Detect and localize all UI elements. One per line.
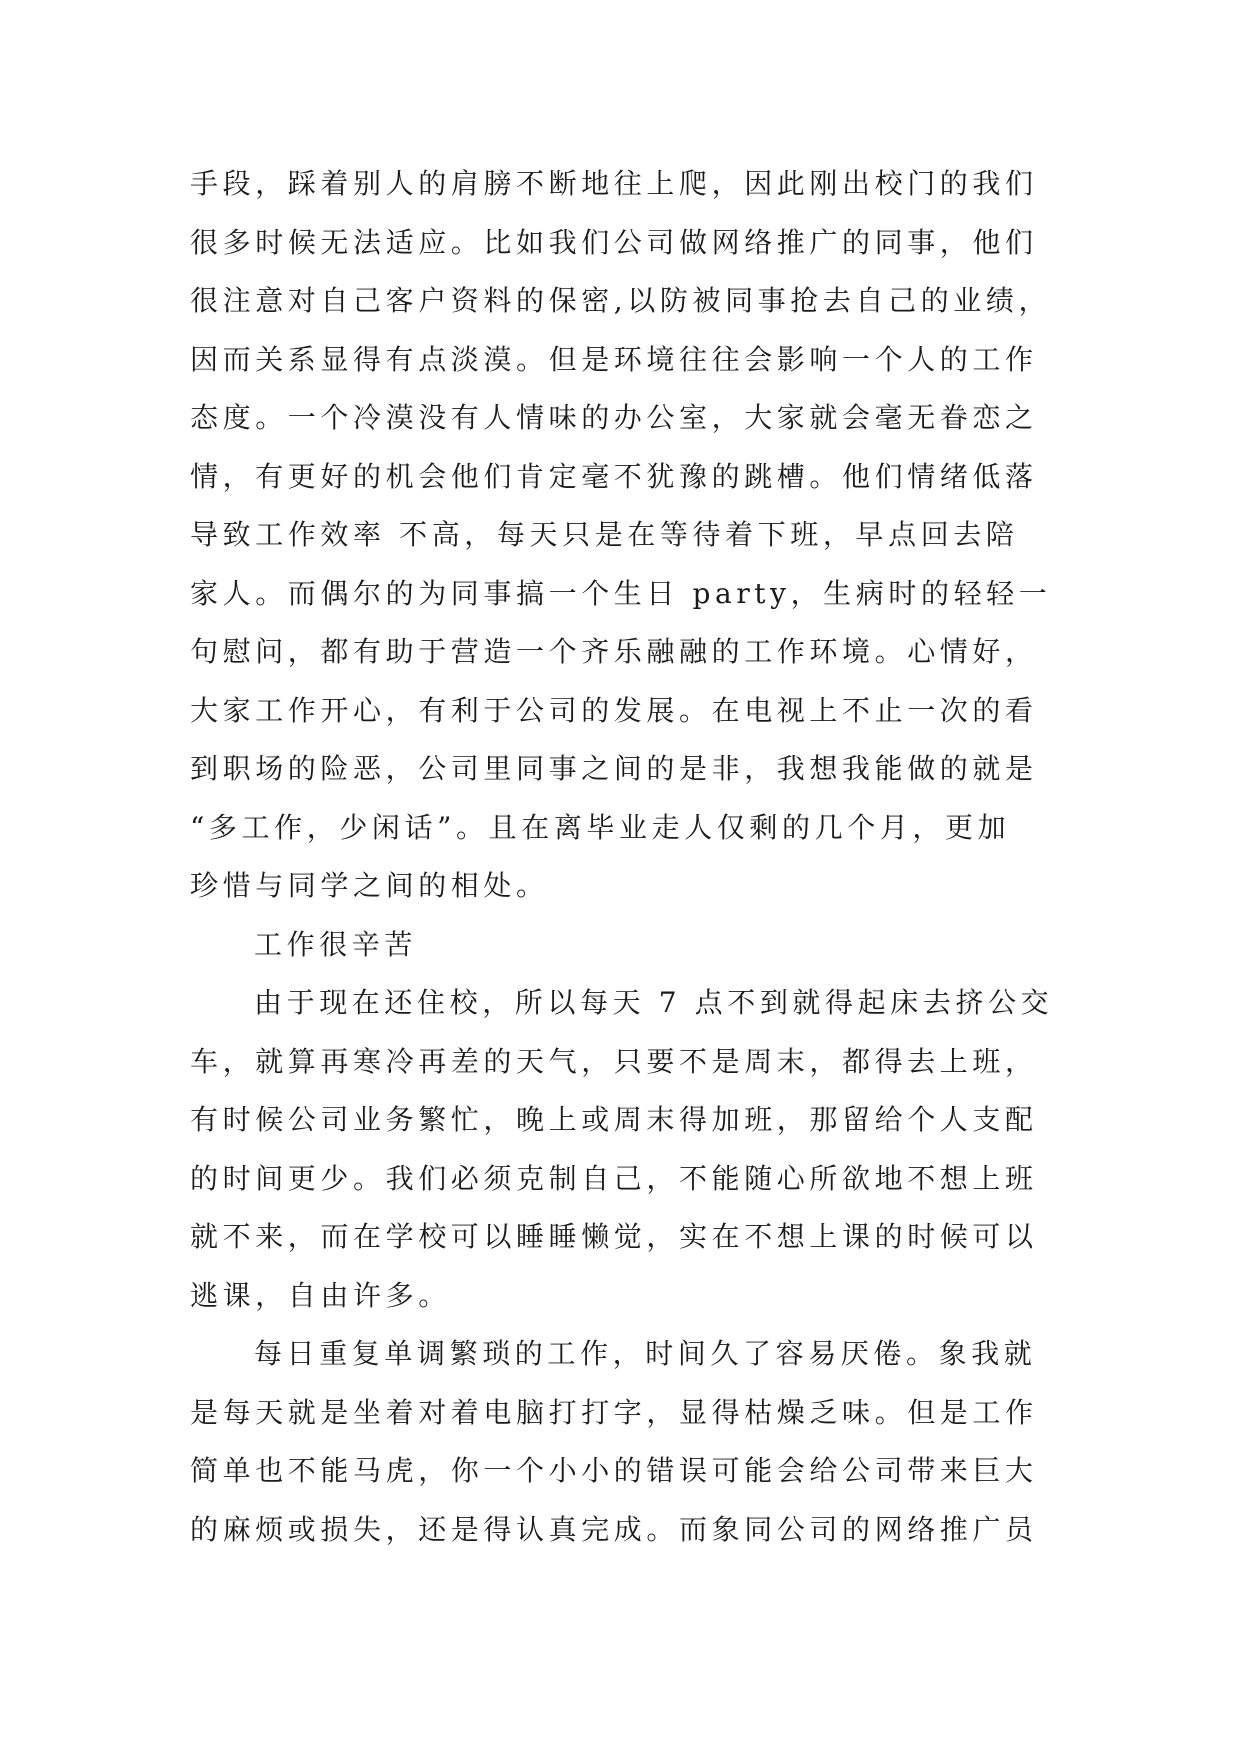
text-line: 的时间更少。我们必须克制自己，不能随心所欲地不想上班 [190, 1161, 1038, 1195]
text-line: 态度。一个冷漠没有人情味的办公室，大家就会毫无眷恋之 [190, 401, 1038, 434]
text-line: 大家工作开心，有利于公司的发展。在电视上不止一次的看 [190, 693, 1038, 727]
text-line: 是每天就是坐着对着电脑打打字，显得枯燥乏味。但是工作 [190, 1395, 1038, 1429]
paragraph-first-line: 由于现在还住校，所以每天 7 点不到就得起床去挤公交 [254, 986, 1054, 1019]
text-line: 很注意对自己客户资料的保密,以防被同事抢去自己的业绩， [190, 284, 1052, 317]
text-line: 到职场的险恶，公司里同事之间的是非，我想我能做的就是 [190, 752, 1038, 785]
text-line: “多工作，少闲话”。且在离毕业走人仅剩的几个月，更加 [190, 810, 1011, 844]
text-line: 手段，踩着别人的肩膀不断地往上爬，因此刚出校门的我们 [190, 167, 1038, 200]
document-body [190, 155, 1090, 1559]
text-line: 导致工作效率 不高，每天只是在等待着下班，早点回去陪 [190, 518, 1019, 551]
section-heading: 工作很辛苦 [254, 927, 418, 961]
text-line: 就不来，而在学校可以睡睡懒觉，实在不想上课的时候可以 [190, 1220, 1038, 1253]
paragraph-first-line: 每日重复单调繁琐的工作，时间久了容易厌倦。象我就 [254, 1337, 1037, 1370]
text-line: 有时候公司业务繁忙，晚上或周末得加班，那留给个人支配 [190, 1103, 1038, 1136]
text-line: 因而关系显得有点淡漠。但是环境往往会影响一个人的工作 [190, 342, 1038, 376]
text-line: 很多时候无法适应。比如我们公司做网络推广的同事，他们 [190, 225, 1038, 259]
text-line: 情，有更好的机会他们肯定毫不犹豫的跳槽。他们情绪低落 [190, 459, 1038, 493]
text-line: 的麻烦或损失，还是得认真完成。而象同公司的网络推广员 [190, 1512, 1038, 1546]
text-line: 家人。而偶尔的为同事搞一个生日 party，生病时的轻轻一 [190, 576, 1052, 610]
text-line: 珍惜与同学之间的相处。 [190, 869, 549, 902]
text-line: 句慰问，都有助于营造一个齐乐融融的工作环境。心情好， [190, 635, 1038, 668]
text-line: 车，就算再寒冷再差的天气，只要不是周末，都得去上班， [190, 1044, 1038, 1078]
text-line: 逃课，自由许多。 [190, 1278, 451, 1312]
text-line: 简单也不能马虎，你一个小小的错误可能会给公司带来巨大 [190, 1454, 1038, 1487]
